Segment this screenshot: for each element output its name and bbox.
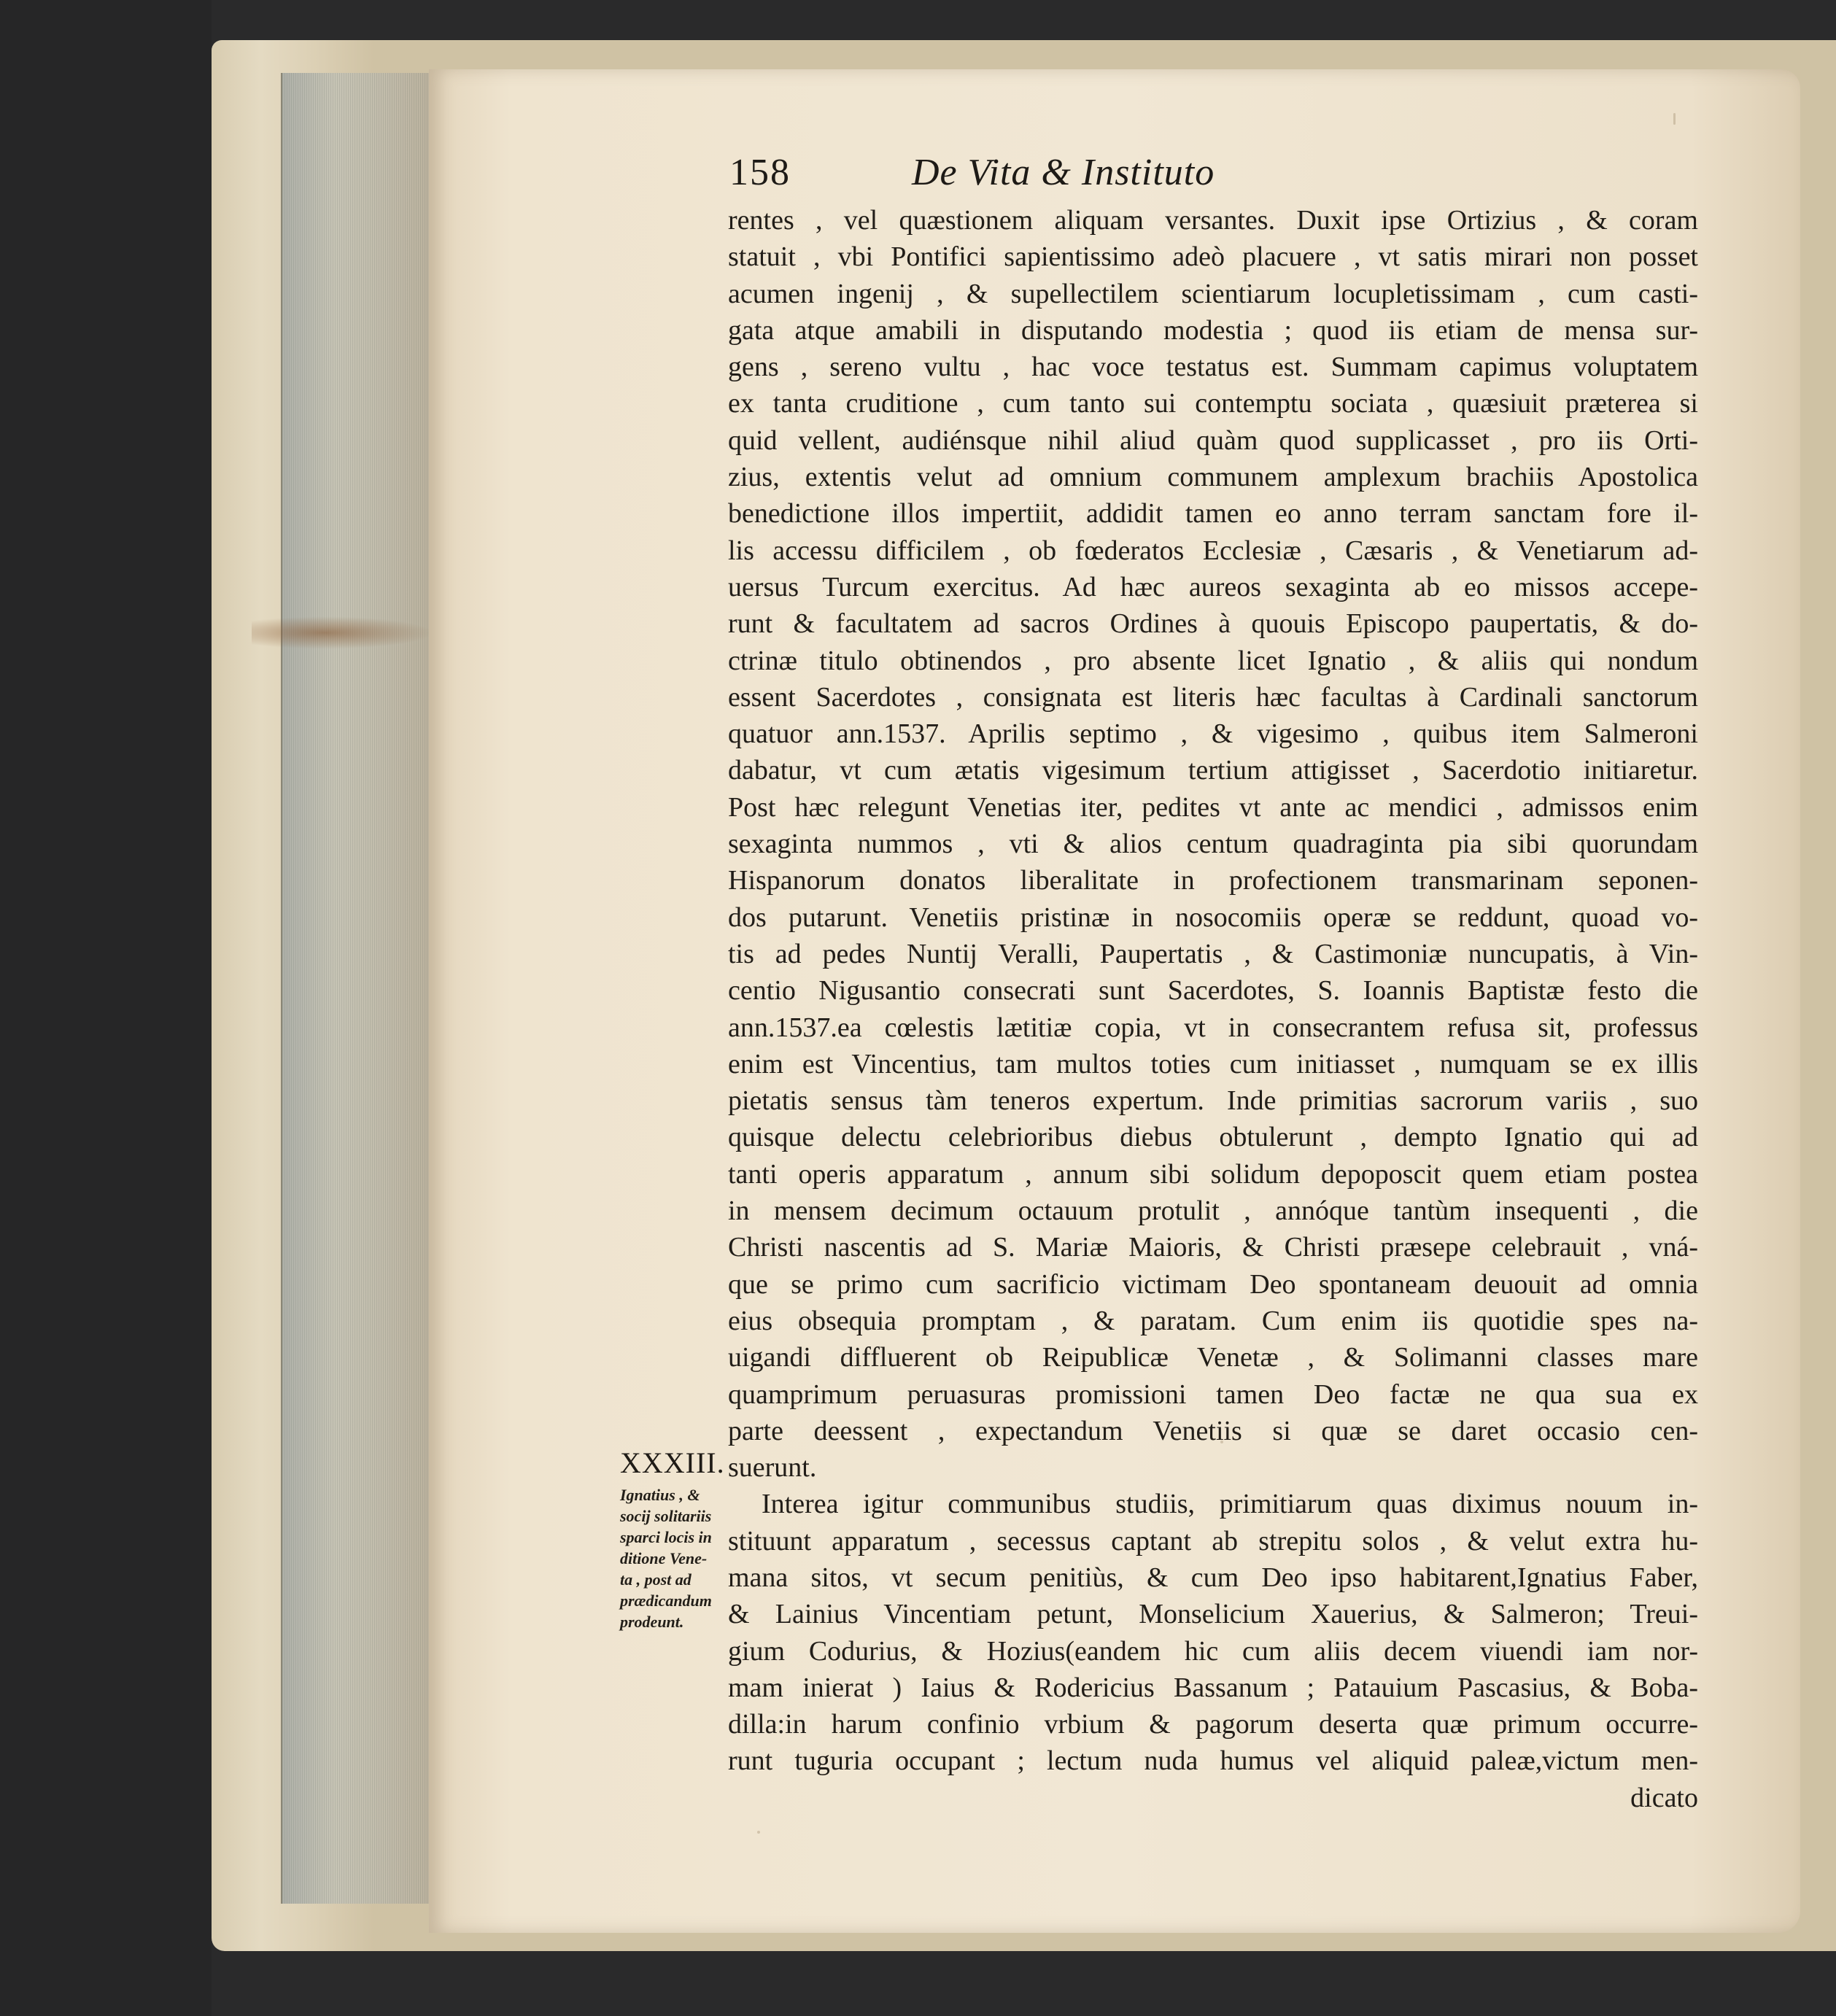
side-note <box>620 1484 737 1632</box>
text-line: essent Sacerdotes , consignata est literis hæc facultas à Cardinali sanctorum <box>728 681 1698 713</box>
text-line: suerunt. <box>728 1452 817 1484</box>
section-text-line: mam inierat ) Iaius & Rodericius Bassanum ; Patauium Pascasius, & Boba- <box>728 1672 1698 1703</box>
catchword: dicato <box>1630 1782 1698 1813</box>
text-line: dabatur, vt cum ætatis vigesimum tertium attigisset , Sacerdotio initiaretur. <box>728 755 1698 786</box>
text-line: dos putarunt. Venetiis pristinæ in nosocomiis operæ se reddunt, quoad vo- <box>728 902 1698 933</box>
text-line: uersus Turcum exercitus. Ad hæc aureos sexaginta ab eo missos accepe- <box>728 571 1698 602</box>
book-page <box>429 69 1800 1933</box>
text-line: benedictione illos impertiit, addidit tamen eo anno terram sanctam fore il- <box>728 498 1698 530</box>
section-number: XXXIII. <box>620 1446 725 1479</box>
side-note-line: Ignatius , & <box>620 1486 700 1504</box>
text-line: quatuor ann.1537. Aprilis septimo , & vigesimo , quibus item Salmeroni <box>728 718 1698 750</box>
text-line: gens , sereno vultu , hac voce testatus est. Summam capimus voluptatem <box>728 352 1698 383</box>
running-title: De Vita & Instituto <box>912 152 1215 193</box>
section-text-line: stituunt apparatum , secessus captant ab strepitu solos , & velut extra hu- <box>728 1525 1698 1556</box>
page-number: 158 <box>729 152 791 193</box>
text-line: gata atque amabili in disputando modestia ; quod iis etiam de mensa sur- <box>728 314 1698 346</box>
text-line: tanti operis apparatum , annum sibi solidum depoposcit quem etiam postea <box>728 1158 1698 1190</box>
text-line: Christi nascentis ad S. Mariæ Maioris, & Christi præsepe celebrauit , vná- <box>728 1232 1698 1263</box>
text-line: enim est Vincentius, tam multos toties cum initiasset , numquam se ex illis <box>728 1048 1698 1079</box>
text-line: rentes , vel quæstionem aliquam versantes. Duxit ipse Ortizius , & coram <box>728 205 1698 236</box>
text-line: Post hæc relegunt Venetias iter, pedites vt ante ac mendici , admissos enim <box>728 791 1698 823</box>
text-line: quid vellent, audiénsque nihil aliud quàm quod supplicasset , pro iis Orti- <box>728 424 1698 456</box>
text-line: ann.1537.ea cœlestis lætitiæ copia, vt in consecrantem refusa sit, professus <box>728 1012 1698 1043</box>
text-line: sexaginta nummos , vti & alios centum quadraginta pia sibi quorundam <box>728 829 1698 860</box>
text-line: tis ad pedes Nuntij Veralli, Paupertatis , & Castimoniæ nuncupatis, à Vin- <box>728 938 1698 969</box>
side-note-line: prædicandum <box>620 1592 712 1610</box>
text-line: que se primo cum sacrificio victimam Deo spontaneam deuouit ad omnia <box>728 1268 1698 1300</box>
side-note-line: prodeunt. <box>620 1613 684 1631</box>
text-line: acumen ingenij , & supellectilem scientiarum locupletissimam , cum casti- <box>728 278 1698 309</box>
section-text-line: dilla:in harum confinio vrbium & pagorum deserta quæ primum occurre- <box>728 1709 1698 1740</box>
section-text-line: & Lainius Vincentiam petunt, Monselicium Xauerius, & Salmeron; Treui- <box>728 1599 1698 1630</box>
edge-stain <box>252 616 434 649</box>
text-line: runt & facultatem ad sacros Ordines à quouis Episcopo paupertatis, & do- <box>728 608 1698 640</box>
text-line: uigandi diffluerent ob Reipublicæ Venetæ , & Solimanni classes mare <box>728 1342 1698 1373</box>
text-line: pietatis sensus tàm teneros expertum. Inde primitias sacrorum variis , suo <box>728 1085 1698 1117</box>
side-note-line: socij solitariis <box>620 1507 712 1525</box>
text-line: lis accessu difficilem , ob fœderatos Ecclesiæ , Cæsaris , & Venetiarum ad- <box>728 535 1698 566</box>
text-line: statuit , vbi Pontifici sapientissimo adeò placuere , vt satis mirari non posset <box>728 241 1698 273</box>
running-head <box>729 151 1386 202</box>
text-line: in mensem decimum octauum protulit , annóque tantùm insequenti , die <box>728 1195 1698 1227</box>
side-note-line: ditione Vene- <box>620 1549 708 1567</box>
section-text-line: gium Codurius, & Hozius(eandem hic cum aliis decem viuendi iam nor- <box>728 1635 1698 1667</box>
text-line: ctrinæ titulo obtinendos , pro absente licet Ignatio , & aliis qui nondum <box>728 645 1698 676</box>
background-left <box>0 0 212 2016</box>
side-note-line: ta , post ad <box>620 1570 692 1589</box>
main-text <box>728 202 1698 1816</box>
paper-speck <box>757 1831 760 1834</box>
section-text-line: Interea igitur communibus studiis, primitiarum quas diximus nouum in- <box>762 1489 1698 1520</box>
page-edges <box>281 73 432 1904</box>
text-line: parte deessent , expectandum Venetiis si quæ se daret occasio cen- <box>728 1415 1698 1446</box>
paper-speck <box>1673 113 1676 125</box>
text-line: quamprimum peruasuras promissioni tamen Deo factæ ne qua sua ex <box>728 1379 1698 1410</box>
section-text-line: runt tuguria occupant ; lectum nuda humus vel aliquid paleæ,victum men- <box>728 1745 1698 1777</box>
text-line: centio Nigusantio consecrati sunt Sacerdotes, S. Ioannis Baptistæ festo die <box>728 975 1698 1007</box>
text-line: zius, extentis velut ad omnium communem amplexum brachiis Apostolica <box>728 462 1698 493</box>
side-note-line: sparci locis in <box>620 1528 712 1546</box>
text-line: Hispanorum donatos liberalitate in profectionem transmarinam seponen- <box>728 865 1698 896</box>
text-line: ex tanta cruditione , cum tanto sui contemptu sociata , quæsiuit præterea si <box>728 388 1698 419</box>
text-line: eius obsequia promptam , & paratam. Cum enim iis quotidie spes na- <box>728 1305 1698 1336</box>
section-text-line: mana sitos, vt secum penitiùs, & cum Deo ipso habitarent,Ignatius Faber, <box>728 1562 1698 1593</box>
text-line: quisque delectu celebrioribus diebus obtulerunt , dempto Ignatio qui ad <box>728 1122 1698 1153</box>
